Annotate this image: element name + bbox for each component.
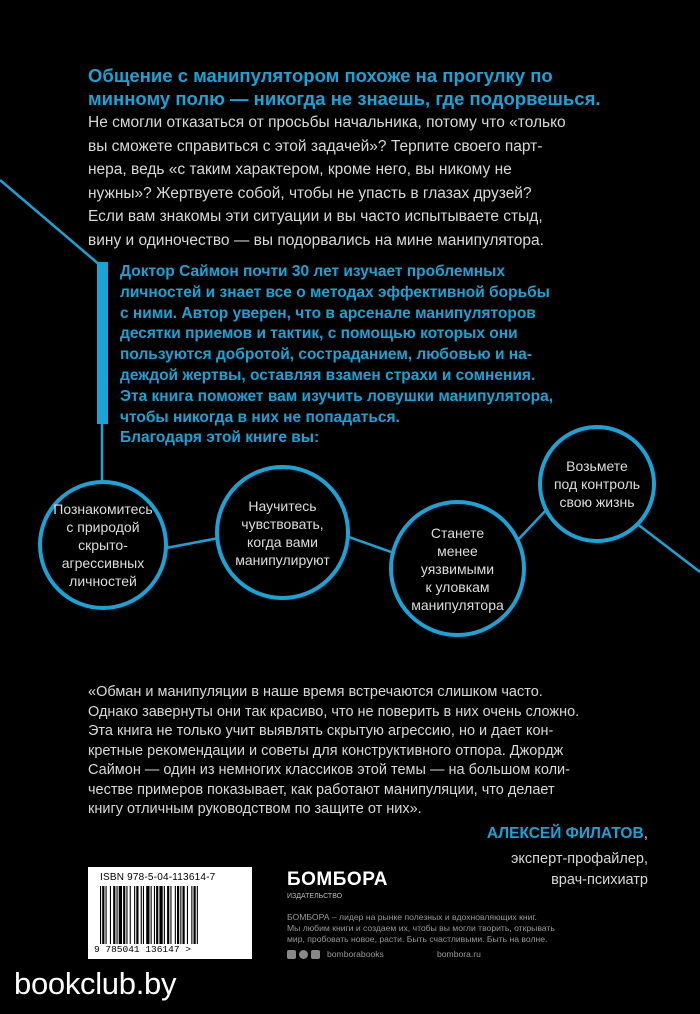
publisher-subtitle: ИЗДАТЕЛЬСТВО (287, 893, 343, 900)
benefit-line: Научитесь (248, 497, 317, 514)
connector-line-circle-1-2 (166, 538, 219, 548)
publisher-description-line: Мы любим книги и создаем их, чтобы вы могли творить, открывать (287, 923, 555, 933)
author-description-line: с ними. Автор уверен, что в арсенале манипуляторов (120, 304, 536, 322)
quote-line: книгу отличным руководством по защите от них». (88, 801, 422, 817)
benefit-line: скрыто- (78, 537, 128, 553)
author-description-line: деждой жертвы, оставляя взамен страхи и сомнения. (120, 366, 536, 384)
publisher-description (287, 912, 587, 945)
reviewer-role (388, 849, 648, 891)
intro-body-line: нера, ведь «с таким характером, кроме него, вы никому не (88, 161, 512, 178)
quote-line: честве примеров показывает, как работают манипуляции, что делает (88, 781, 555, 798)
benefit-circle-1 (38, 480, 168, 610)
publisher-description-line: БОМБОРА – лидер на рынке полезных и вдохновляющих книг. (287, 912, 537, 922)
author-description-line: пользуются добротой, состраданием, любовью и на- (120, 346, 532, 364)
reviewer-role-line: эксперт-профайлер, (511, 851, 648, 867)
benefit-line: личностей (69, 573, 137, 589)
benefit-circle-4 (538, 425, 656, 543)
author-description-line: Эта книга поможет вам изучить ловушки манипулятора, (120, 387, 554, 405)
benefit-line: Возьмете (566, 458, 628, 474)
publisher-website: bombora.ru (437, 949, 481, 959)
reviewer-role-line: врач-психиатр (551, 872, 648, 888)
quote-line: Однако завернуты они так красиво, что не поверить в них очень сложно. (88, 703, 580, 720)
author-description (120, 262, 620, 449)
benefit-line: агрессивных (61, 555, 145, 571)
facebook-icon (287, 950, 296, 959)
author-description-line: чтобы никогда в них не попадаться. (120, 408, 400, 426)
connector-line-right (636, 523, 700, 572)
author-description-line: личностей и знает все о методах эффективной борьбы (120, 283, 550, 301)
intro-body-line: вы сможете справиться с этой задачей»? Терпите своего парт- (88, 137, 543, 155)
intro-headline-line: Общение с манипулятором похоже на прогулку по (88, 65, 553, 86)
benefit-line: манипулируют (235, 551, 330, 568)
social-handle: bomborabooks (327, 949, 384, 959)
quote-line: Саймон — один из немногих классиков этой темы — на большом коли- (88, 762, 570, 778)
benefit-line: чувствовать, (241, 515, 324, 532)
benefit-line: с природой (66, 519, 140, 535)
vk-icon (299, 950, 308, 959)
benefit-circle-2 (215, 465, 350, 600)
quote-line: кретные рекомендации и советы для конструктивного отпора. Джордж (88, 742, 564, 759)
intro-body-line: Не смогли отказаться от просьбы начальника, потому что «только (88, 114, 566, 131)
intro-body (88, 111, 646, 252)
benefit-line: уязвимыми (420, 560, 495, 577)
instagram-icon (311, 950, 320, 959)
connector-line-top-left (0, 180, 101, 266)
publisher-logo: БОМБОРА (287, 869, 388, 890)
connector-line-circle-3-4 (515, 508, 548, 543)
benefit-line: менее (437, 542, 478, 559)
benefit-line: к уловкам (425, 578, 490, 595)
intro-headline (88, 64, 648, 110)
barcode-number: 9 785041 136147 > (94, 944, 191, 955)
barcode-box (88, 867, 252, 959)
social-row (287, 949, 384, 959)
connector-line-circle-2-3 (346, 536, 394, 553)
benefit-line: свою жизнь (559, 494, 635, 510)
watermark: bookclub.by (14, 966, 177, 1001)
review-quote (88, 683, 636, 820)
publisher-description-line: мир, пробовать новое, расти. Быть счастливыми. Быть на волне. (287, 934, 548, 944)
author-description-line: Доктор Саймон почти 30 лет изучает проблемных (120, 263, 506, 280)
author-description-line: десятки приемов и тактик, с помощью которых они (120, 325, 518, 343)
benefit-line: манипулятора (411, 596, 504, 613)
benefit-line: Станете (430, 524, 485, 541)
quote-line: Эта книга не только учит выявлять скрытую агрессию, но и дает кон- (88, 723, 554, 739)
benefit-circle-3 (389, 500, 526, 637)
benefit-line: под контроль (553, 476, 641, 492)
author-description-line: Благодаря этой книге вы: (120, 429, 320, 447)
reviewer-name-comma: , (643, 825, 648, 842)
intro-headline-line: минному полю — никогда не знаешь, где подорвешься. (88, 88, 601, 109)
isbn-label: ISBN 978-5-04-113614-7 (100, 872, 216, 883)
intro-body-line: нужны»? Жертвуете собой, чтобы не упасть в глазах друзей? (88, 184, 532, 202)
benefit-line: когда вами (247, 533, 318, 550)
intro-body-line: вину и одиночество — вы подорвались на мине манипулятора. (88, 231, 544, 249)
benefit-line: Познакомитесь (53, 501, 153, 517)
quote-line: «Обман и манипуляции в наше время встречаются слишком часто. (88, 684, 543, 700)
barcode-icon (98, 886, 242, 944)
reviewer-name-text: АЛЕКСЕЙ ФИЛАТОВ (486, 825, 644, 842)
accent-bar (97, 262, 108, 424)
intro-body-line: Если вам знакомы эти ситуации и вы часто испытываете стыд, (88, 208, 543, 225)
reviewer-name (487, 825, 648, 843)
